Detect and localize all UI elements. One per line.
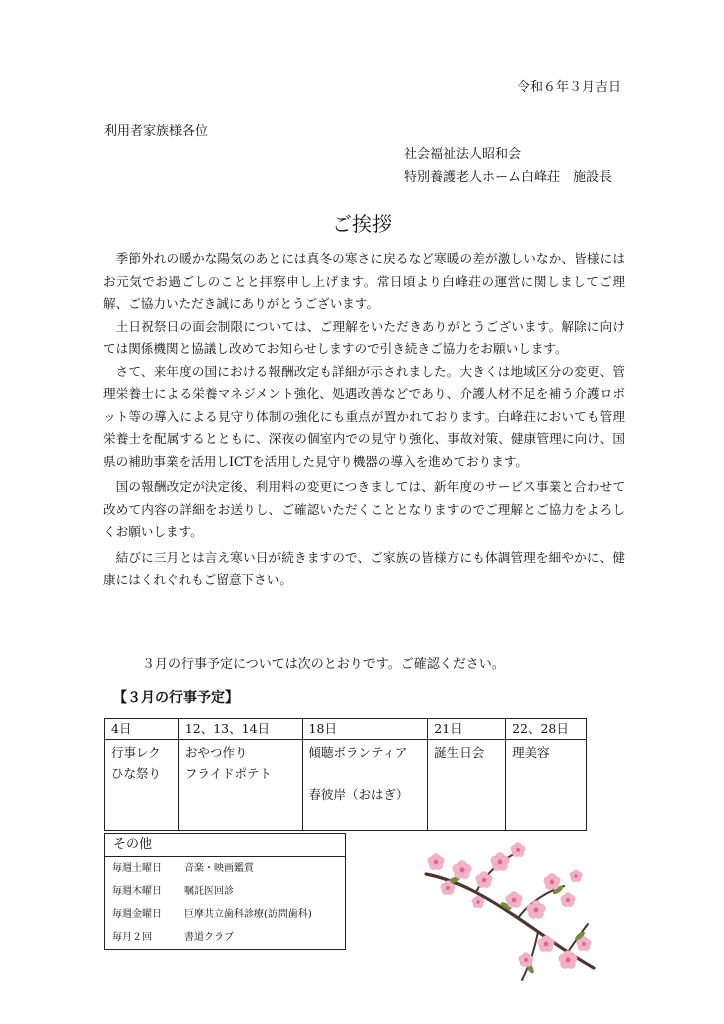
schedule-cell: [178, 740, 302, 831]
activity-frequency: 毎週金曜日: [112, 909, 162, 920]
blossom-flower: [453, 861, 471, 879]
blossom-flower: [527, 901, 545, 919]
blossom-flower: [491, 853, 509, 871]
event-item: フライドポテト: [184, 766, 272, 781]
event-item: 行事レク: [111, 745, 161, 760]
letter-date: 令和６年３月吉日: [516, 80, 621, 95]
schedule-cell: [302, 740, 428, 831]
schedule-date-row: [105, 719, 587, 740]
activity-name: 書道クラブ: [184, 932, 234, 943]
blossom-flower: [506, 892, 522, 908]
other-activity-row: [105, 880, 345, 903]
event-item: おやつ作り: [184, 745, 248, 760]
cherry-blossom-illustration: [418, 840, 598, 990]
schedule-date: 21日: [428, 719, 506, 740]
blossom-flower: [570, 870, 582, 882]
blossom-flower: [561, 893, 575, 907]
sender-organization: 社会福祉法人昭和会: [404, 147, 522, 162]
schedule-lead-text: ３月の行事予定については次のとおりです。ご確認ください。: [142, 657, 505, 672]
blossom-flower: [511, 843, 525, 857]
schedule-cell: [506, 740, 587, 831]
activity-name: 巨摩共立歯科診療(訪問歯科): [184, 909, 312, 920]
other-activities-title: その他: [105, 834, 345, 857]
event-item: 理美容: [512, 745, 550, 760]
activity-frequency: 毎月２回: [112, 932, 152, 943]
schedule-cell: [105, 740, 179, 831]
letter-title: ご挨拶: [332, 212, 392, 236]
event-item: 傾聴ボランティア: [308, 745, 408, 760]
paragraph-greeting: 季節外れの暖かな陽気のあとには真冬の寒さに戻るなど寒暖の差が激しいなか、皆様にはお元気でお過ごしのことと拝察申し上げます。常日頃より白峰荘の運営に関しましてご理解、ご協力いただき誠にありがとうございます。: [103, 251, 625, 311]
paragraph-visitation: 土日祝祭日の面会制限については、ご理解をいただきありがとうございます。解除に向けては関係機関と協議し改めてお知らせしますので引き続きご協力をお願いします。: [103, 318, 625, 356]
activity-frequency: 毎週木曜日: [112, 886, 162, 897]
paragraph-fee-change: 国の報酬改定が決定後、利用料の変更につきましては、新年度のサービス事業と合わせて改めて内容の詳細をお送りし、ご確認いただくこととなりますのでご理解とご協力をよろしくお願いします。: [103, 479, 625, 539]
schedule-table: [104, 718, 587, 831]
activity-frequency: 毎週土曜日: [112, 863, 162, 874]
schedule-date: 12、13、14日: [178, 719, 302, 740]
activity-name: 音楽・映画鑑賞: [184, 863, 254, 874]
event-item: ひな祭り: [111, 766, 162, 781]
paragraph-closing: 結びに三月とは言え寒い日が続きますので、ご家族の皆様方にも体調管理を細やかに、健康にはくれぐれもご留意下さい。: [103, 549, 625, 587]
schedule-cell: [428, 740, 506, 831]
recipient: 利用者家族様各位: [104, 124, 209, 139]
event-item: 誕生日会: [434, 745, 485, 760]
other-activity-row: [105, 903, 345, 926]
activity-name: 嘱託医回診: [184, 886, 234, 897]
schedule-date: 18日: [302, 719, 428, 740]
other-activity-row: [105, 857, 345, 880]
letter-body: [103, 248, 625, 592]
paragraph-reward-revision: さて、来年度の国における報酬改定も詳細が示されました。大きくは地域区分の変更、管理栄養士による栄養マネジメント強化、処遇改善などであり、介護人材不足を補う介護ロボット等の導入による見守り体制の強化にも重点が置かれております。白峰荘においても管理栄養士を配属するとともに、深夜の個室内での見守り強化、事故対策、健康管理に向け、国県の補助事業を活用しICTを活用した見守り機器の導入を進めております。: [103, 363, 625, 469]
blossom-flower: [544, 874, 560, 890]
other-activity-row: [105, 926, 345, 949]
blossom-flower: [476, 872, 492, 888]
sender-facility: 特別養護老人ホーム白峰荘 施設長: [404, 170, 613, 185]
schedule-heading: 【３月の行事予定】: [113, 690, 239, 706]
event-item: 春彼岸（おはぎ）: [308, 787, 409, 802]
schedule-event-row: [105, 740, 587, 831]
blossom-flower: [538, 936, 554, 952]
blossom-flower: [559, 951, 577, 969]
other-activities-box: [104, 833, 346, 950]
blossom-flower: [428, 854, 444, 870]
schedule-date: 22、28日: [506, 719, 587, 740]
schedule-date: 4日: [105, 719, 179, 740]
